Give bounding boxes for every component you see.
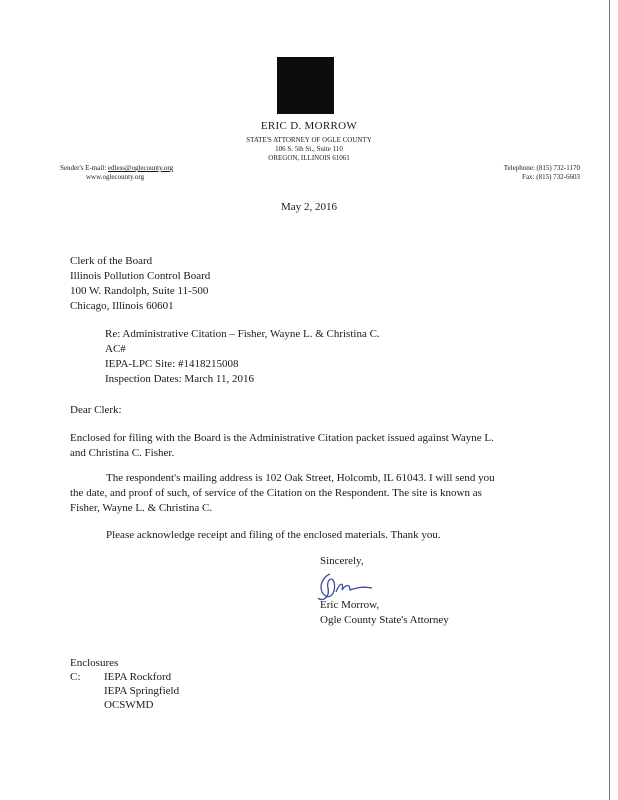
recipient-address [70,254,210,314]
enclosures-label: Enclosures [70,657,119,669]
letterhead-right-contact [504,164,580,182]
body-line: the date, and proof of such, of service of the Citation on the Respondent. The site is known as [70,487,482,499]
recipient-line: 100 W. Randolph, Suite 11-500 [70,285,209,297]
body-line: The respondent's mailing address is 102 Oak Street, Holcomb, IL 61043. I will send you [106,472,495,484]
body-paragraph-3: Please acknowledge receipt and filing of the enclosed materials. Thank you. [106,529,441,541]
signer-title: Ogle County State's Attorney [320,614,449,626]
email-label: Sender's E-mail: [60,164,107,172]
recipient-line: Chicago, Illinois 60601 [70,300,174,312]
body-line: Enclosed for filing with the Board is the Administrative Citation packet issued against Wayne L. [70,432,494,444]
recipient-line: Illinois Pollution Control Board [70,270,211,282]
signer-name: Eric Morrow, [320,599,380,611]
signature-block [320,598,449,628]
valediction: Sincerely, [320,555,364,567]
email-link[interactable]: edless@oglecounty.org [107,164,174,172]
reference-line: AC# [105,343,126,355]
cc-label: C: [70,671,81,683]
cc-list [104,670,179,712]
letterhead-name: ERIC D. MORROW [260,120,358,132]
fax-text: Fax: (815) 732-6603 [522,173,580,181]
salutation: Dear Clerk: [70,404,122,416]
body-line: Fisher, Wayne L. & Christina C. [70,502,213,514]
reference-line: IEPA-LPC Site: #1418215008 [105,358,239,370]
letter-date: May 2, 2016 [281,201,337,213]
cc-recipient: IEPA Rockford [104,671,172,683]
reference-line: Inspection Dates: March 11, 2016 [105,373,254,385]
body-paragraph-1 [70,431,570,461]
recipient-line: Clerk of the Board [70,255,153,267]
page-edge-divider [609,0,610,800]
cc-recipient: OCSWMD [104,699,154,711]
body-line: and Christina C. Fisher. [70,447,175,459]
letterhead-left-contact [60,164,173,182]
cc-recipient: IEPA Springfield [104,685,180,697]
body-paragraph-2 [70,471,570,516]
website-text: www.oglecounty.org [86,173,145,181]
telephone-text: Telephone: (815) 732-1170 [503,164,580,172]
county-seal-logo [277,57,334,114]
letterhead-city: OREGON, ILLINOIS 61061 [268,154,350,162]
handwritten-signature [316,568,374,602]
letterhead-title: STATE'S ATTORNEY OF OGLE COUNTY [246,136,372,144]
letterhead-street: 106 S. 5th St., Suite 110 [275,145,343,153]
reference-line: Re: Administrative Citation – Fisher, Wayne L. & Christina C. [105,328,380,340]
reference-block [105,327,380,387]
